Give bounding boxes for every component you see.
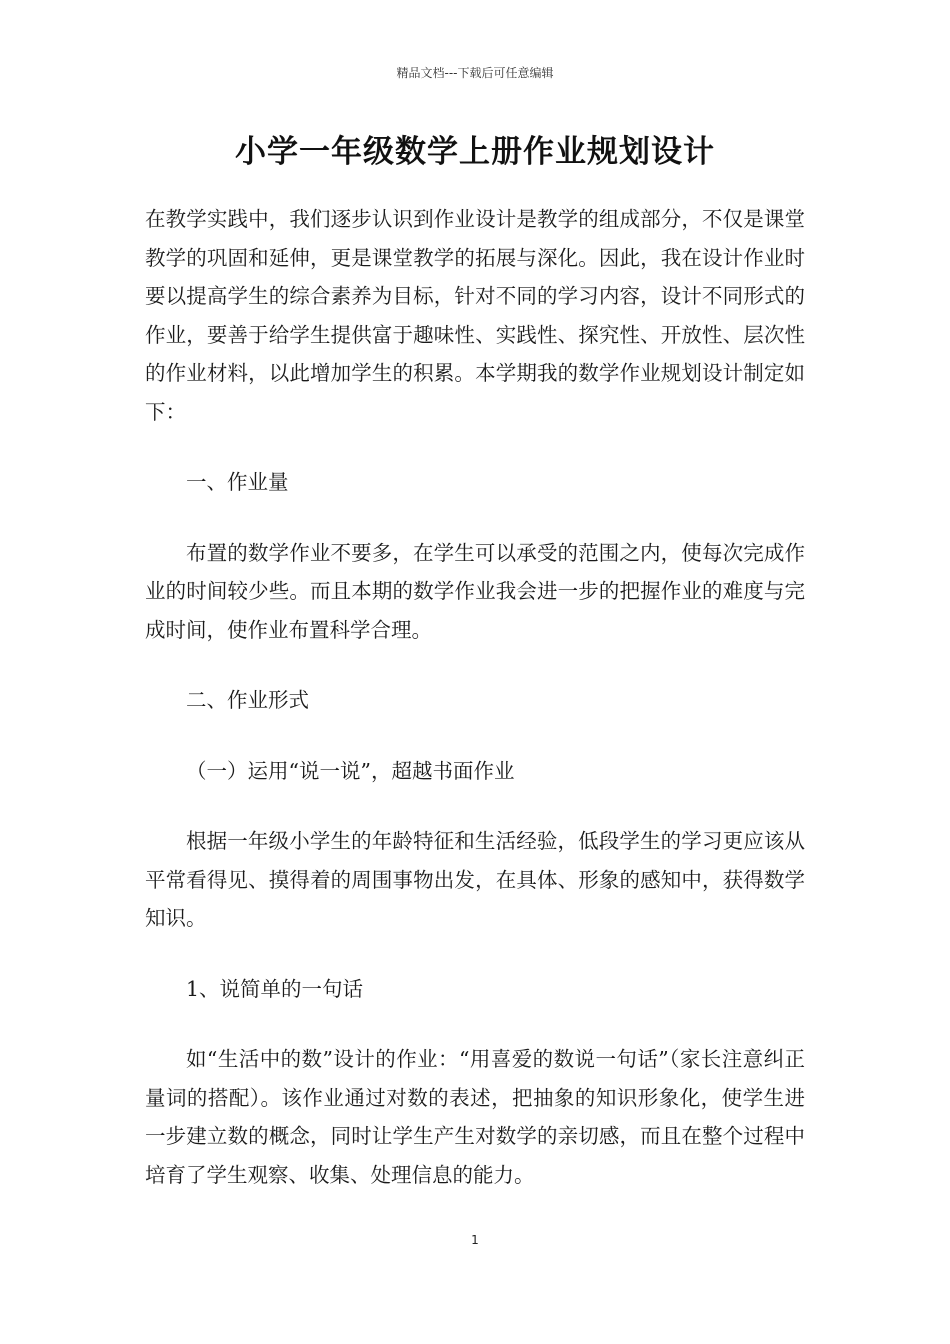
paragraph-gap <box>145 649 805 681</box>
subsection1-body: 根据一年级小学生的年龄特征和生活经验，低段学生的学习更应该从平常看得见、摸得着的周围事物出发，在具体、形象的感知中，获得数学知识。 <box>145 829 805 930</box>
page-number: 1 <box>471 1233 479 1247</box>
paragraph-gap <box>145 938 805 970</box>
document-body <box>145 200 805 1194</box>
section1-heading: 一、作业量 <box>186 470 289 494</box>
item1-heading: 1、说简单的一句话 <box>186 976 364 1001</box>
paragraph-gap <box>145 502 805 534</box>
header-note: 精品文档---下载后可任意编辑 <box>396 66 554 80</box>
section1-body: 布置的数学作业不要多，在学生可以承受的范围之内，使每次完成作业的时间较少些。而且本期的数学作业我会进一步的把握作业的难度与完成时间，使作业布置科学合理。 <box>145 540 805 642</box>
paragraph-gap <box>145 431 805 463</box>
section2-heading: 二、作业形式 <box>186 688 309 712</box>
page-title: 小学一年级数学上册作业规划设计 <box>235 134 715 170</box>
intro-paragraph: 在教学实践中，我们逐步认识到作业设计是教学的组成部分，不仅是课堂教学的巩固和延伸，更是课堂教学的拓展与深化。因此，我在设计作业时要以提高学生的综合素养为目标，针对不同的学习内容，设计不同形式的作业，要善于给学生提供富于趣味性、实践性、探究性、开放性、层次性的作业材料，以此增加学生的积累。本学期我的数学作业规划设计制定如下： <box>145 207 805 424</box>
paragraph-gap <box>145 720 805 752</box>
item1-body: 如“生活中的数”设计的作业：“用喜爱的数说一句话”（家长注意纠正量词的搭配）。该作业通过对数的表述，把抽象的知识形象化，使学生进一步建立数的概念，同时让学生产生对数学的亲切感，而且在整个过程中培育了学生观察、收集、处理信息的能力。 <box>145 1047 805 1187</box>
paragraph-gap <box>145 790 805 822</box>
paragraph-gap <box>145 1008 805 1040</box>
subsection1-heading: （一）运用“说一说”，超越书面作业 <box>186 758 515 783</box>
